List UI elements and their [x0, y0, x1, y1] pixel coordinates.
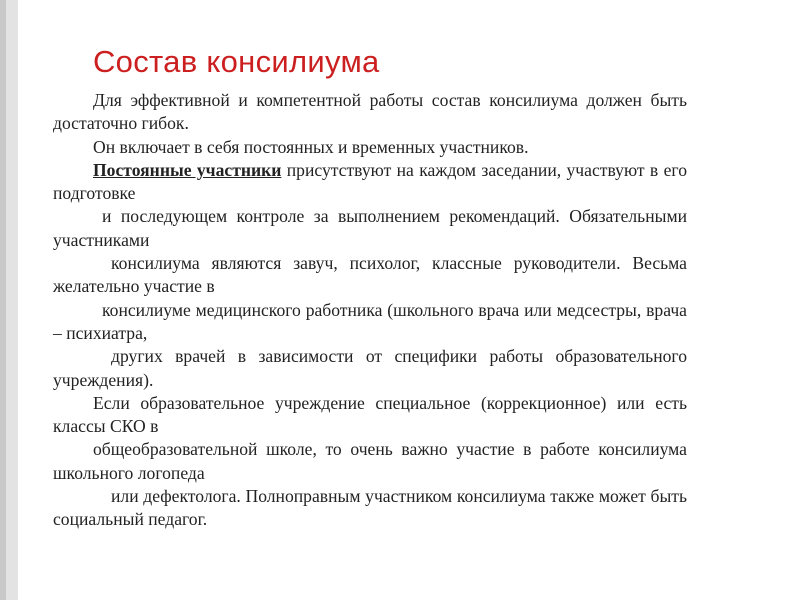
paragraph-1: Для эффективной и компетентной работы состав консилиума должен быть достаточно гибок. — [53, 90, 687, 134]
slide-title: Состав консилиума — [93, 44, 380, 79]
slide-body — [53, 89, 687, 532]
paragraph-6: консилиуме медицинского работника (школьного врача или медсестры, врача – психиатра, — [53, 299, 687, 343]
paragraph-3-rest: присутствуют на каждом заседании, участвуют в его подготовке — [53, 159, 687, 204]
paragraph-7: других врачей в зависимости от специфики работы образовательного учреждения). — [53, 346, 687, 390]
slide-content — [53, 41, 687, 532]
paragraph-3 — [53, 159, 687, 206]
paragraph-9: общеобразовательной школе, то очень важно участие в работе консилиума школьного логопеда — [53, 439, 687, 483]
paragraph-4: и последующем контроле за выполнением рекомендаций. Обязательными участниками — [53, 206, 687, 250]
paragraph-8: Если образовательное учреждение специальное (коррекционное) или есть классы СКО в — [53, 392, 687, 437]
paragraph-5: консилиума являются завуч, психолог, классные руководители. Весьма желательно участие в — [53, 253, 687, 297]
left-accent-bar — [0, 0, 18, 600]
paragraph-10: или дефектолога. Полноправным участником консилиума также может быть социальный педагог. — [53, 486, 687, 530]
paragraph-2: Он включает в себя постоянных и временных участников. — [93, 136, 529, 157]
permanent-members-emphasis: Постоянные участники — [93, 159, 282, 180]
